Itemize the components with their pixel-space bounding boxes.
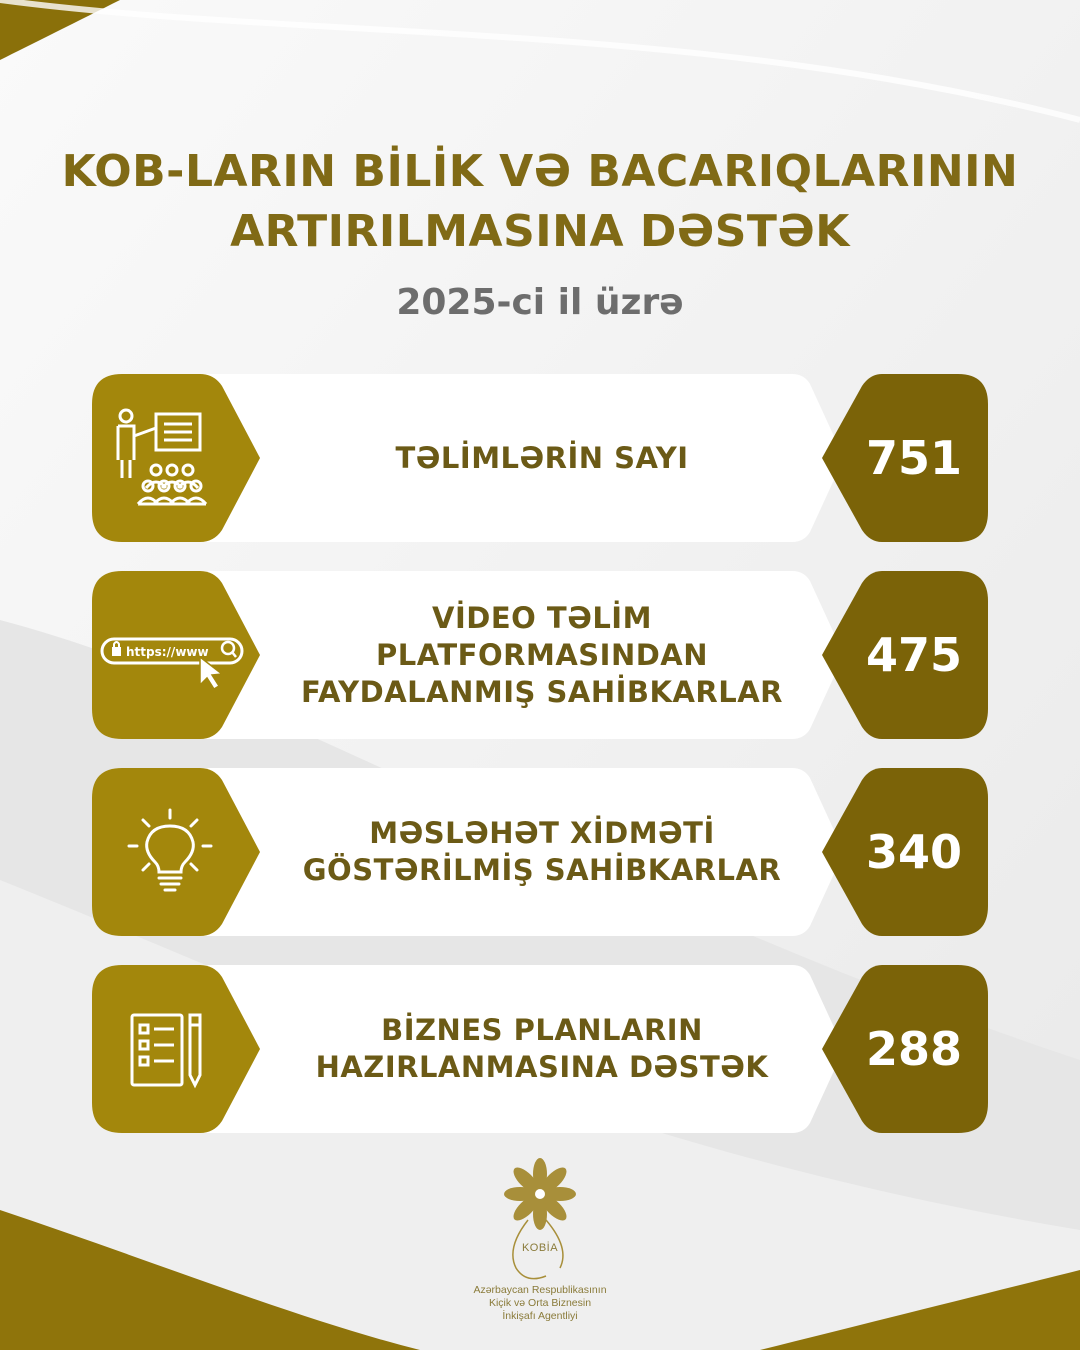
stat-row-trainings xyxy=(92,374,988,542)
logo-word: KOBİA xyxy=(521,1242,559,1254)
stat-label: MƏSLƏHƏT XİDMƏTİ GÖSTƏRİLMİŞ SAHİBKARLAR xyxy=(302,816,782,887)
checklist-pencil-icon xyxy=(92,965,260,1133)
stat-value: 475 xyxy=(865,628,963,682)
logo-caption-line: İnkişafı Agentliyi xyxy=(502,1310,578,1322)
stat-value: 288 xyxy=(865,1022,963,1076)
stat-value: 340 xyxy=(865,825,963,879)
logo-caption-line: Kiçik və Orta Biznesin xyxy=(488,1297,592,1309)
web-url-icon xyxy=(92,571,260,739)
training-presentation-icon xyxy=(92,374,260,542)
logo-caption xyxy=(440,1284,640,1323)
url-text: https://www xyxy=(126,645,209,659)
lightbulb-icon xyxy=(92,768,260,936)
page-title: KOB-LARIN BİLİK VƏ BACARIQLARININ ARTIRILMASINA DƏSTƏK xyxy=(61,146,1019,257)
logo-caption-line: Azərbaycan Respublikasının xyxy=(473,1284,607,1296)
stat-label: VİDEO TƏLİM PLATFORMASINDAN FAYDALANMIŞ SAHİBKARLAR xyxy=(301,600,783,709)
stat-row-business-plans xyxy=(92,965,988,1133)
stat-value: 751 xyxy=(865,431,963,485)
stat-label: TƏLİMLƏRİN SAYI xyxy=(395,440,689,475)
stat-row-video-platform xyxy=(92,571,988,739)
stat-label: BİZNES PLANLARIN HAZIRLANMASINA DƏSTƏK xyxy=(315,1013,769,1084)
stat-row-consulting xyxy=(92,768,988,936)
page-subtitle: 2025-ci il üzrə xyxy=(396,282,684,323)
